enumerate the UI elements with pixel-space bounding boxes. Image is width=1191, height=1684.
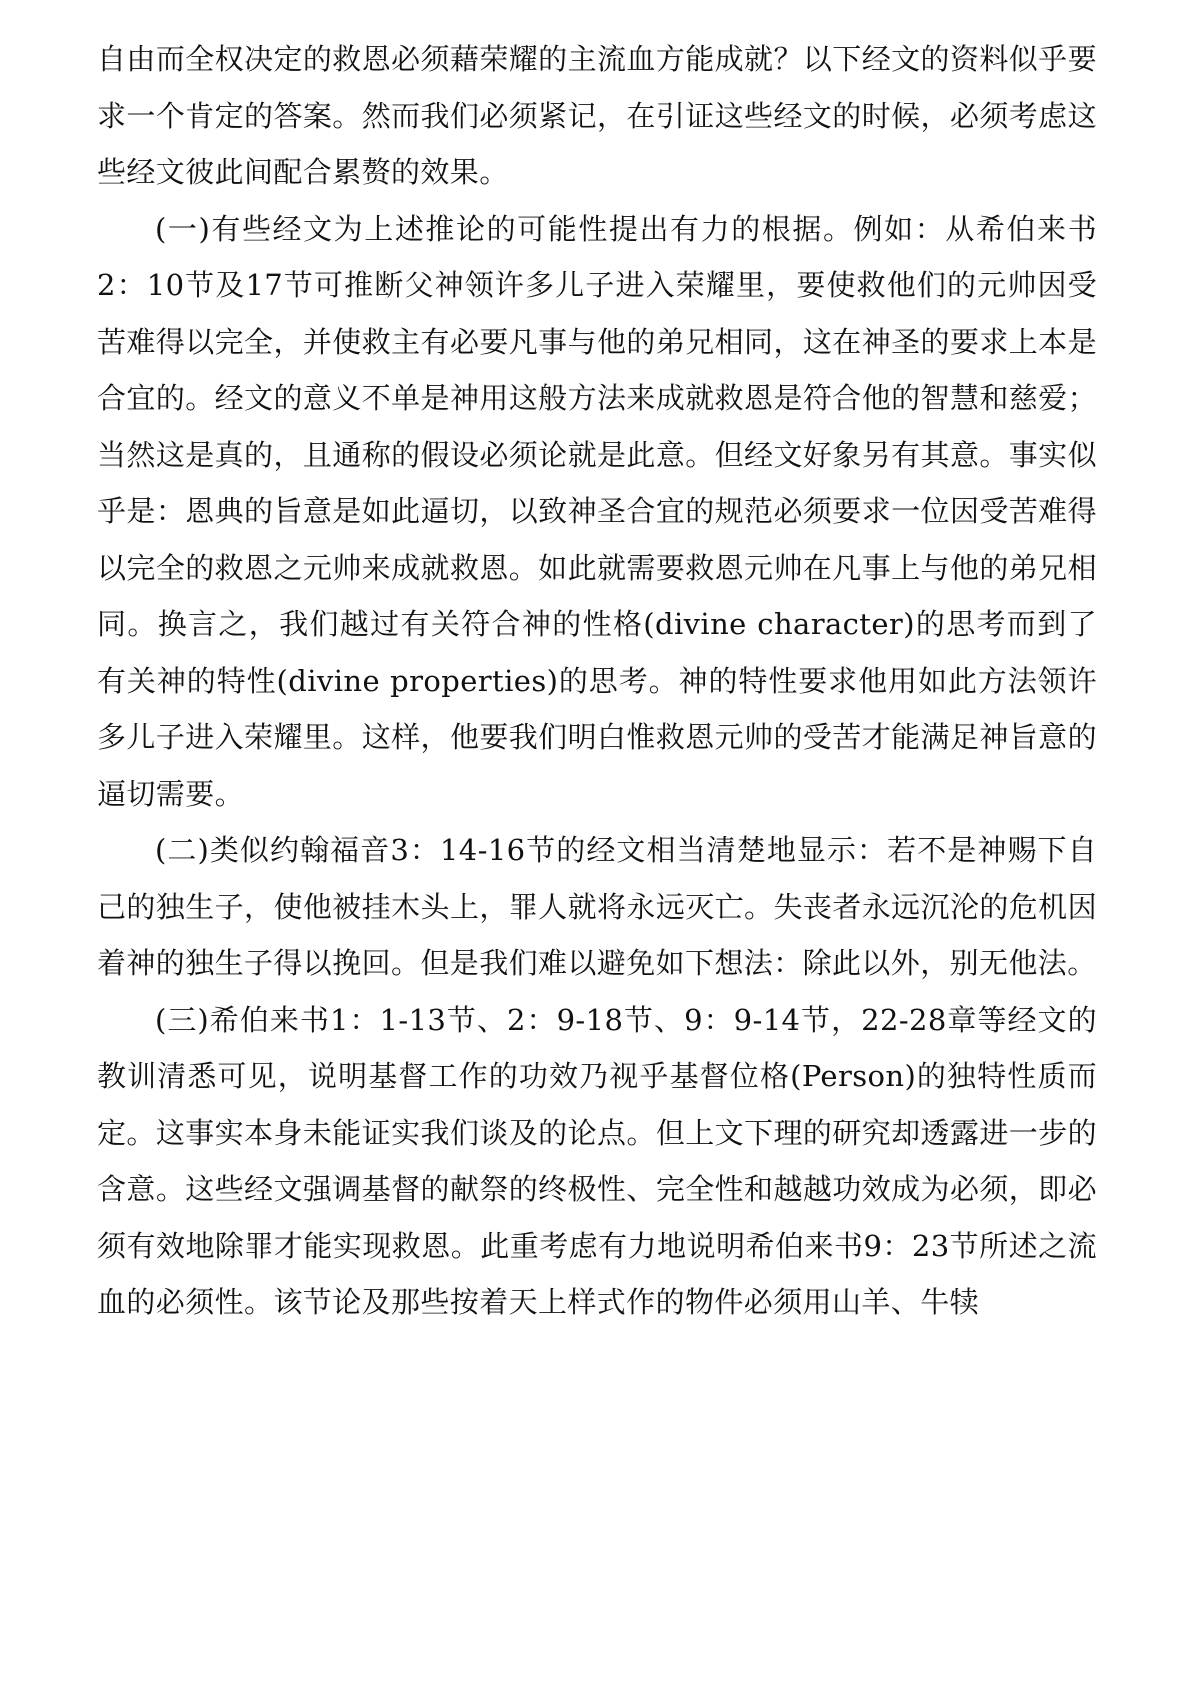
paragraph-point-three: (三)希伯来书1：1-13节、2：9-18节、9：9-14节，22-28章等经文的教训清悉可见，说明基督工作的功效乃视乎基督位格(Person)的独特性质而定。这事实本身未能证实我们谈及的论点。但上文下理的研究却透露进一步的含意。这些经文强调基督的献祭的终极性、完全性和越越功效成为必须，即必须有效地除罪才能实现救恩。此重考虑有力地说明希伯来书9：23节所述之流血的必须性。该节论及那些按着天上样式作的物件必须用山羊、牛犊 xyxy=(97,1002,1097,1319)
paragraph-point-two: (二)类似约翰福音3：14-16节的经文相当清楚地显示：若不是神赐下自己的独生子，使他被挂木头上，罪人就将永远灭亡。失丧者永远沉沦的危机因着神的独生子得以挽回。但是我们难以避免如下想法：除此以外，别无他法。 xyxy=(97,833,1097,980)
paragraph-intro: 自由而全权决定的救恩必须藉荣耀的主流血方能成就？以下经文的资料似乎要求一个肯定的答案。然而我们必须紧记，在引证这些经文的时候，必须考虑这些经文彼此间配合累赘的效果。 xyxy=(97,42,1097,189)
document-body xyxy=(97,0,1097,1331)
paragraph-point-one: (一)有些经文为上述推论的可能性提出有力的根据。例如：从希伯来书2：10节及17节可推断父神领许多儿子进入荣耀里，要使救他们的元帅因受苦难得以完全，并使救主有必要凡事与他的弟兄相同，这在神圣的要求上本是合宜的。经文的意义不单是神用这般方法来成就救恩是符合他的智慧和慈爱；当然这是真的，且通称的假设必须论就是此意。但经文好象另有其意。事实似乎是：恩典的旨意是如此逼切，以致神圣合宜的规范必须要求一位因受苦难得以完全的救恩之元帅来成就救恩。如此就需要救恩元帅在凡事上与他的弟兄相同。换言之，我们越过有关符合神的性格(divine character)的思考而到了有关神的特性(divine properties)的思考。神的特性要求他用如此方法领许多儿子进入荣耀里。这样，他要我们明白惟救恩元帅的受苦才能满足神旨意的逼切需要。 xyxy=(97,211,1097,811)
